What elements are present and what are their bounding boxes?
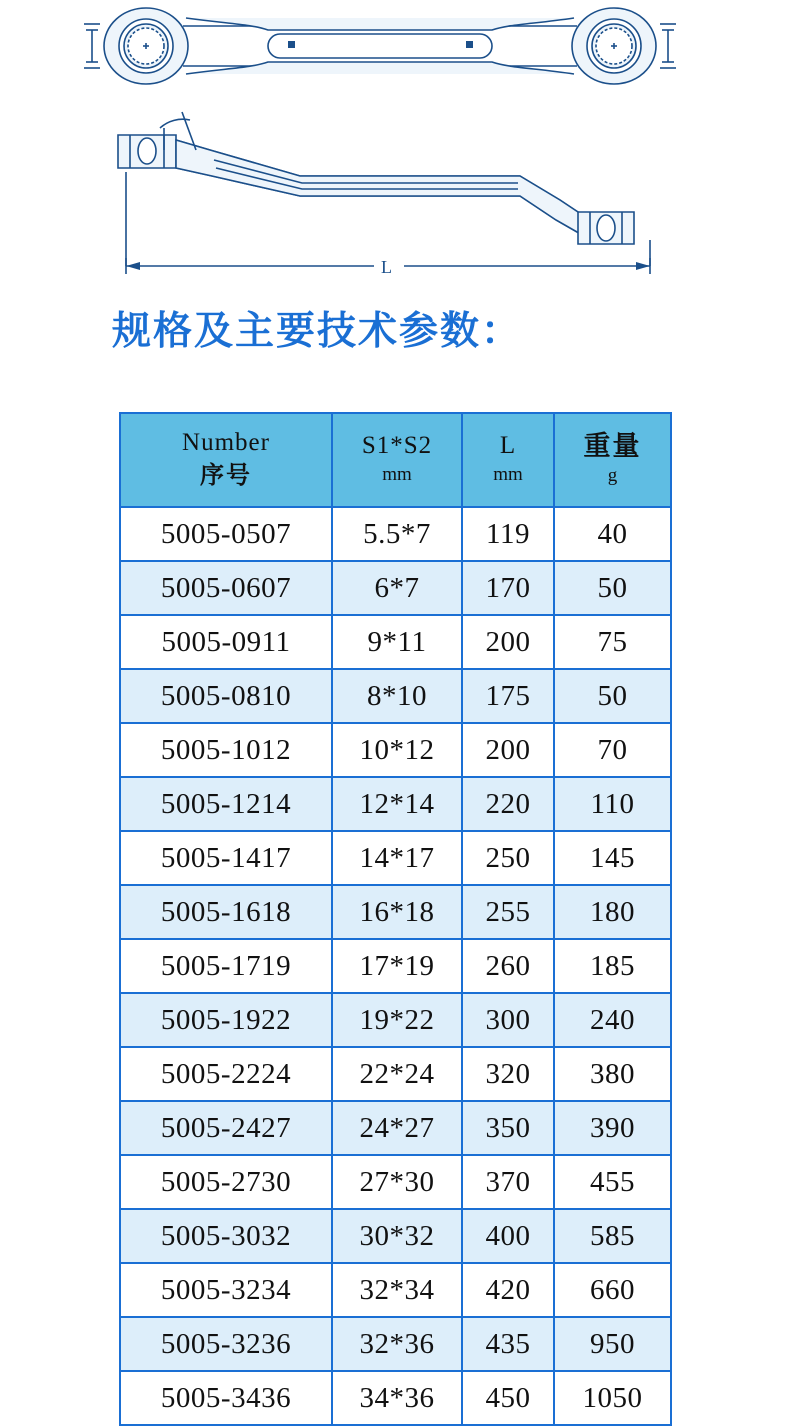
cell-size: 10*12 xyxy=(332,723,462,777)
cell-number: 5005-0911 xyxy=(120,615,332,669)
table-row xyxy=(120,561,671,615)
cell-number: 5005-1618 xyxy=(120,885,332,939)
column-header-number-main: Number xyxy=(182,429,270,457)
cell-size: 19*22 xyxy=(332,993,462,1047)
cell-number: 5005-2427 xyxy=(120,1101,332,1155)
column-header-weight-sub: g xyxy=(607,465,618,487)
cell-weight: 75 xyxy=(554,615,671,669)
cell-number: 5005-0810 xyxy=(120,669,332,723)
cell-number: 5005-3234 xyxy=(120,1263,332,1317)
cell-length: 220 xyxy=(462,777,554,831)
cell-weight: 110 xyxy=(554,777,671,831)
cell-size: 12*14 xyxy=(332,777,462,831)
cell-number: 5005-2730 xyxy=(120,1155,332,1209)
cell-weight: 145 xyxy=(554,831,671,885)
column-header-length xyxy=(462,413,554,507)
cell-size: 24*27 xyxy=(332,1101,462,1155)
cell-length: 119 xyxy=(462,507,554,561)
table-row xyxy=(120,615,671,669)
cell-size: 6*7 xyxy=(332,561,462,615)
cell-number: 5005-1214 xyxy=(120,777,332,831)
wrench-technical-drawing xyxy=(0,0,790,290)
column-header-number xyxy=(120,413,332,507)
table-row xyxy=(120,1047,671,1101)
cell-size: 30*32 xyxy=(332,1209,462,1263)
cell-size: 17*19 xyxy=(332,939,462,993)
wrench-side-view xyxy=(118,112,650,274)
column-header-size xyxy=(332,413,462,507)
table-row xyxy=(120,1155,671,1209)
table-row xyxy=(120,723,671,777)
cell-length: 255 xyxy=(462,885,554,939)
cell-weight: 950 xyxy=(554,1317,671,1371)
column-header-size-main: S1*S2 xyxy=(361,432,433,460)
table-row xyxy=(120,993,671,1047)
column-header-size-sub: mm xyxy=(382,464,412,486)
wrench-top-view xyxy=(84,8,676,84)
table-row xyxy=(120,939,671,993)
table-header-row xyxy=(120,413,671,507)
cell-weight: 40 xyxy=(554,507,671,561)
cell-number: 5005-3436 xyxy=(120,1371,332,1425)
column-header-number-sub: 序号 xyxy=(200,460,252,489)
cell-weight: 455 xyxy=(554,1155,671,1209)
cell-size: 32*36 xyxy=(332,1317,462,1371)
spec-table-container xyxy=(119,412,670,1426)
cell-length: 370 xyxy=(462,1155,554,1209)
column-header-weight-main: 重量 xyxy=(583,431,642,463)
cell-length: 200 xyxy=(462,723,554,777)
table-row xyxy=(120,669,671,723)
cell-weight: 390 xyxy=(554,1101,671,1155)
cell-length: 260 xyxy=(462,939,554,993)
page-title: 规格及主要技术参数： xyxy=(112,309,523,354)
cell-weight: 240 xyxy=(554,993,671,1047)
spec-table-body xyxy=(120,507,671,1425)
cell-length: 200 xyxy=(462,615,554,669)
cell-size: 5.5*7 xyxy=(332,507,462,561)
cell-number: 5005-0507 xyxy=(120,507,332,561)
cell-number: 5005-0607 xyxy=(120,561,332,615)
cell-number: 5005-1012 xyxy=(120,723,332,777)
table-row xyxy=(120,831,671,885)
cell-number: 5005-3236 xyxy=(120,1317,332,1371)
table-row xyxy=(120,1209,671,1263)
cell-length: 350 xyxy=(462,1101,554,1155)
cell-size: 32*34 xyxy=(332,1263,462,1317)
table-row xyxy=(120,1101,671,1155)
dimension-label-length: L xyxy=(381,257,392,277)
cell-length: 400 xyxy=(462,1209,554,1263)
cell-weight: 660 xyxy=(554,1263,671,1317)
cell-weight: 50 xyxy=(554,669,671,723)
cell-length: 300 xyxy=(462,993,554,1047)
cell-size: 16*18 xyxy=(332,885,462,939)
cell-length: 250 xyxy=(462,831,554,885)
table-row xyxy=(120,885,671,939)
cell-size: 14*17 xyxy=(332,831,462,885)
table-row xyxy=(120,777,671,831)
cell-length: 450 xyxy=(462,1371,554,1425)
cell-length: 420 xyxy=(462,1263,554,1317)
cell-weight: 185 xyxy=(554,939,671,993)
cell-length: 170 xyxy=(462,561,554,615)
column-header-weight xyxy=(554,413,671,507)
cell-size: 9*11 xyxy=(332,615,462,669)
cell-number: 5005-1719 xyxy=(120,939,332,993)
cell-size: 22*24 xyxy=(332,1047,462,1101)
cell-weight: 180 xyxy=(554,885,671,939)
cell-size: 34*36 xyxy=(332,1371,462,1425)
cell-weight: 1050 xyxy=(554,1371,671,1425)
table-row xyxy=(120,1317,671,1371)
table-row xyxy=(120,1263,671,1317)
column-header-length-main: L xyxy=(499,432,517,460)
cell-number: 5005-1922 xyxy=(120,993,332,1047)
cell-weight: 380 xyxy=(554,1047,671,1101)
table-row xyxy=(120,1371,671,1425)
spec-table xyxy=(119,412,672,1426)
cell-weight: 70 xyxy=(554,723,671,777)
cell-weight: 50 xyxy=(554,561,671,615)
cell-size: 27*30 xyxy=(332,1155,462,1209)
column-header-length-sub: mm xyxy=(493,464,523,486)
cell-number: 5005-1417 xyxy=(120,831,332,885)
cell-length: 175 xyxy=(462,669,554,723)
cell-weight: 585 xyxy=(554,1209,671,1263)
table-row xyxy=(120,507,671,561)
cell-length: 435 xyxy=(462,1317,554,1371)
cell-number: 5005-3032 xyxy=(120,1209,332,1263)
cell-number: 5005-2224 xyxy=(120,1047,332,1101)
cell-length: 320 xyxy=(462,1047,554,1101)
cell-size: 8*10 xyxy=(332,669,462,723)
